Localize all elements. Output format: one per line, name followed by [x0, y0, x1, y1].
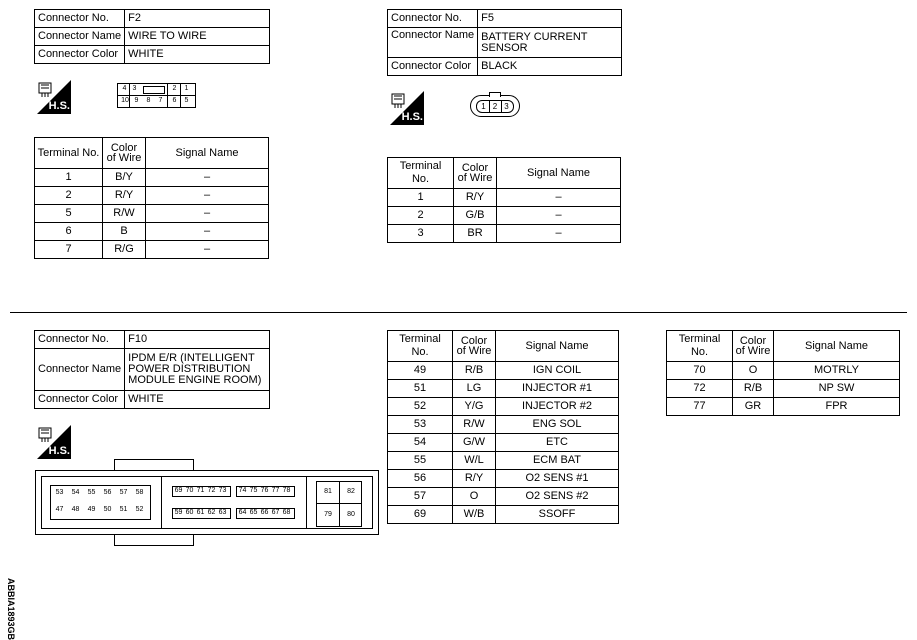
f2-pin: 4 [122, 85, 127, 92]
f2-terminal-table [34, 137, 269, 259]
f2-th-terminal: Terminal No. [35, 138, 103, 169]
table-row: 3 BR – [388, 225, 621, 243]
f10-pin: 55 [87, 489, 96, 496]
f10-value-color: WHITE [125, 391, 270, 409]
f10-pin: 75 [249, 487, 258, 494]
f2-pin: 5 [184, 97, 189, 104]
f10-pin: 63 [218, 509, 227, 516]
f5-label-name: Connector Name [388, 28, 478, 58]
f5-th-signal: Signal Name [497, 158, 621, 189]
f5-th-color: Color of Wire [454, 158, 497, 189]
f10-pin: 56 [103, 489, 112, 496]
f10-pin: 58 [135, 489, 144, 496]
f10-pin: 59 [174, 509, 183, 516]
f10-pin: 64 [238, 509, 247, 516]
table-row: 57 O O2 SENS #2 [388, 488, 619, 506]
f10-pin: 50 [103, 506, 112, 513]
f10-connector-info [34, 330, 270, 409]
f10-pin: 48 [71, 506, 80, 513]
f10-value-name: IPDM E/R (INTELLIGENT POWER DISTRIBUTION MODULE ENGINE ROOM) [125, 349, 270, 391]
table-row: 2 G/B – [388, 207, 621, 225]
f5-value-no: F5 [478, 10, 622, 28]
f10b-th-terminal: Terminal No. [667, 331, 733, 362]
f10-value-no: F10 [125, 331, 270, 349]
f10-terminal-table-b [666, 330, 900, 416]
f10-pin: 52 [135, 506, 144, 513]
f10-hs-label: H.S. [48, 445, 70, 457]
f5-connector-face [470, 92, 520, 118]
f5-connector-info [387, 9, 622, 76]
f10-pin: 74 [238, 487, 247, 494]
f2-pin: 7 [158, 97, 163, 104]
f5-label-color: Connector Color [388, 58, 478, 76]
f5-pin: 3 [504, 102, 509, 111]
f10-pin: 51 [119, 506, 128, 513]
table-row: 51 LG INJECTOR #1 [388, 380, 619, 398]
table-row: 56 R/Y O2 SENS #1 [388, 470, 619, 488]
f10-terminal-table-a [387, 330, 619, 524]
f10-pin: 66 [260, 509, 269, 516]
f10-pin: 78 [282, 487, 291, 494]
f10-pin: 60 [185, 509, 194, 516]
f10-label-color: Connector Color [35, 391, 125, 409]
table-row: 49 R/B IGN COIL [388, 362, 619, 380]
f5-pin: 2 [492, 102, 498, 111]
f10-pin: 69 [174, 487, 183, 494]
f5-hs-icon [388, 89, 424, 125]
f10-pin: 54 [71, 489, 80, 496]
f10-pin: 65 [249, 509, 258, 516]
f2-pin: 8 [146, 97, 151, 104]
f5-pin: 1 [481, 102, 486, 111]
f10b-th-signal: Signal Name [774, 331, 900, 362]
f2-connector-face [117, 83, 196, 108]
f10-pin: 71 [196, 487, 205, 494]
f10-pin: 80 [347, 511, 355, 518]
figure-code-text: ABBIA1893GB [6, 578, 16, 640]
f10-label-name: Connector Name [35, 349, 125, 391]
f5-value-name: BATTERY CURRENT SENSOR [478, 28, 622, 58]
f10-pin: 57 [119, 489, 128, 496]
f10-pin: 73 [218, 487, 227, 494]
f2-hs-label: H.S. [48, 100, 70, 112]
f2-pin: 2 [172, 85, 177, 92]
table-row: 70 O MOTRLY [667, 362, 900, 380]
figure-code [4, 578, 16, 640]
f10-pin: 81 [324, 488, 332, 495]
f10b-th-color: Color of Wire [733, 331, 774, 362]
f2-th-signal: Signal Name [146, 138, 269, 169]
table-row: 2 R/Y – [35, 187, 269, 205]
f5-terminal-table [387, 157, 621, 243]
table-row: 72 R/B NP SW [667, 380, 900, 398]
f10-pin: 67 [271, 509, 280, 516]
table-row: 7 R/G – [35, 241, 269, 259]
f2-value-color: WHITE [125, 46, 270, 64]
f5-th-terminal: Terminal No. [388, 158, 454, 189]
table-row: 5 R/W – [35, 205, 269, 223]
table-row: 54 G/W ETC [388, 434, 619, 452]
f10-pin: 82 [347, 488, 355, 495]
f2-pin: 3 [132, 85, 137, 92]
f10-pin: 77 [271, 487, 280, 494]
f10-hs-icon [35, 423, 71, 459]
f2-pin: 9 [134, 97, 139, 104]
f10-pin: 47 [55, 506, 64, 513]
table-row: 69 W/B SSOFF [388, 506, 619, 524]
f10-pin: 72 [207, 487, 216, 494]
f10-pin: 79 [324, 511, 332, 518]
table-row: 1 B/Y – [35, 169, 269, 187]
section-divider [10, 312, 907, 313]
table-row: 1 R/Y – [388, 189, 621, 207]
f5-label-no: Connector No. [388, 10, 478, 28]
table-row: 77 GR FPR [667, 398, 900, 416]
f10-pin: 68 [282, 509, 291, 516]
table-row: 6 B – [35, 223, 269, 241]
f10-pin: 70 [185, 487, 194, 494]
f2-label-name: Connector Name [35, 28, 125, 46]
f2-pin: 6 [172, 97, 177, 104]
f10-pin: 53 [55, 489, 64, 496]
f2-hs-icon [35, 78, 71, 114]
f2-pin: 10 [121, 97, 129, 104]
table-row: 53 R/W ENG SOL [388, 416, 619, 434]
f10-pin: 61 [196, 509, 205, 516]
f10a-th-color: Color of Wire [453, 331, 496, 362]
f5-value-color: BLACK [478, 58, 622, 76]
f2-latch [143, 86, 165, 94]
f2-connector-info [34, 9, 270, 64]
f10a-th-signal: Signal Name [496, 331, 619, 362]
f2-label-no: Connector No. [35, 10, 125, 28]
table-row: 52 Y/G INJECTOR #2 [388, 398, 619, 416]
f2-value-name: WIRE TO WIRE [125, 28, 270, 46]
f10-pin: 76 [260, 487, 269, 494]
f10-label-no: Connector No. [35, 331, 125, 349]
f5-hs-label: H.S. [401, 111, 423, 123]
f10-pin: 49 [87, 506, 96, 513]
f2-label-color: Connector Color [35, 46, 125, 64]
f2-pin: 1 [184, 85, 189, 92]
f10a-th-terminal: Terminal No. [388, 331, 453, 362]
f2-th-color: Color of Wire [103, 138, 146, 169]
table-row: 55 W/L ECM BAT [388, 452, 619, 470]
f10-pin: 62 [207, 509, 216, 516]
f2-value-no: F2 [125, 10, 270, 28]
